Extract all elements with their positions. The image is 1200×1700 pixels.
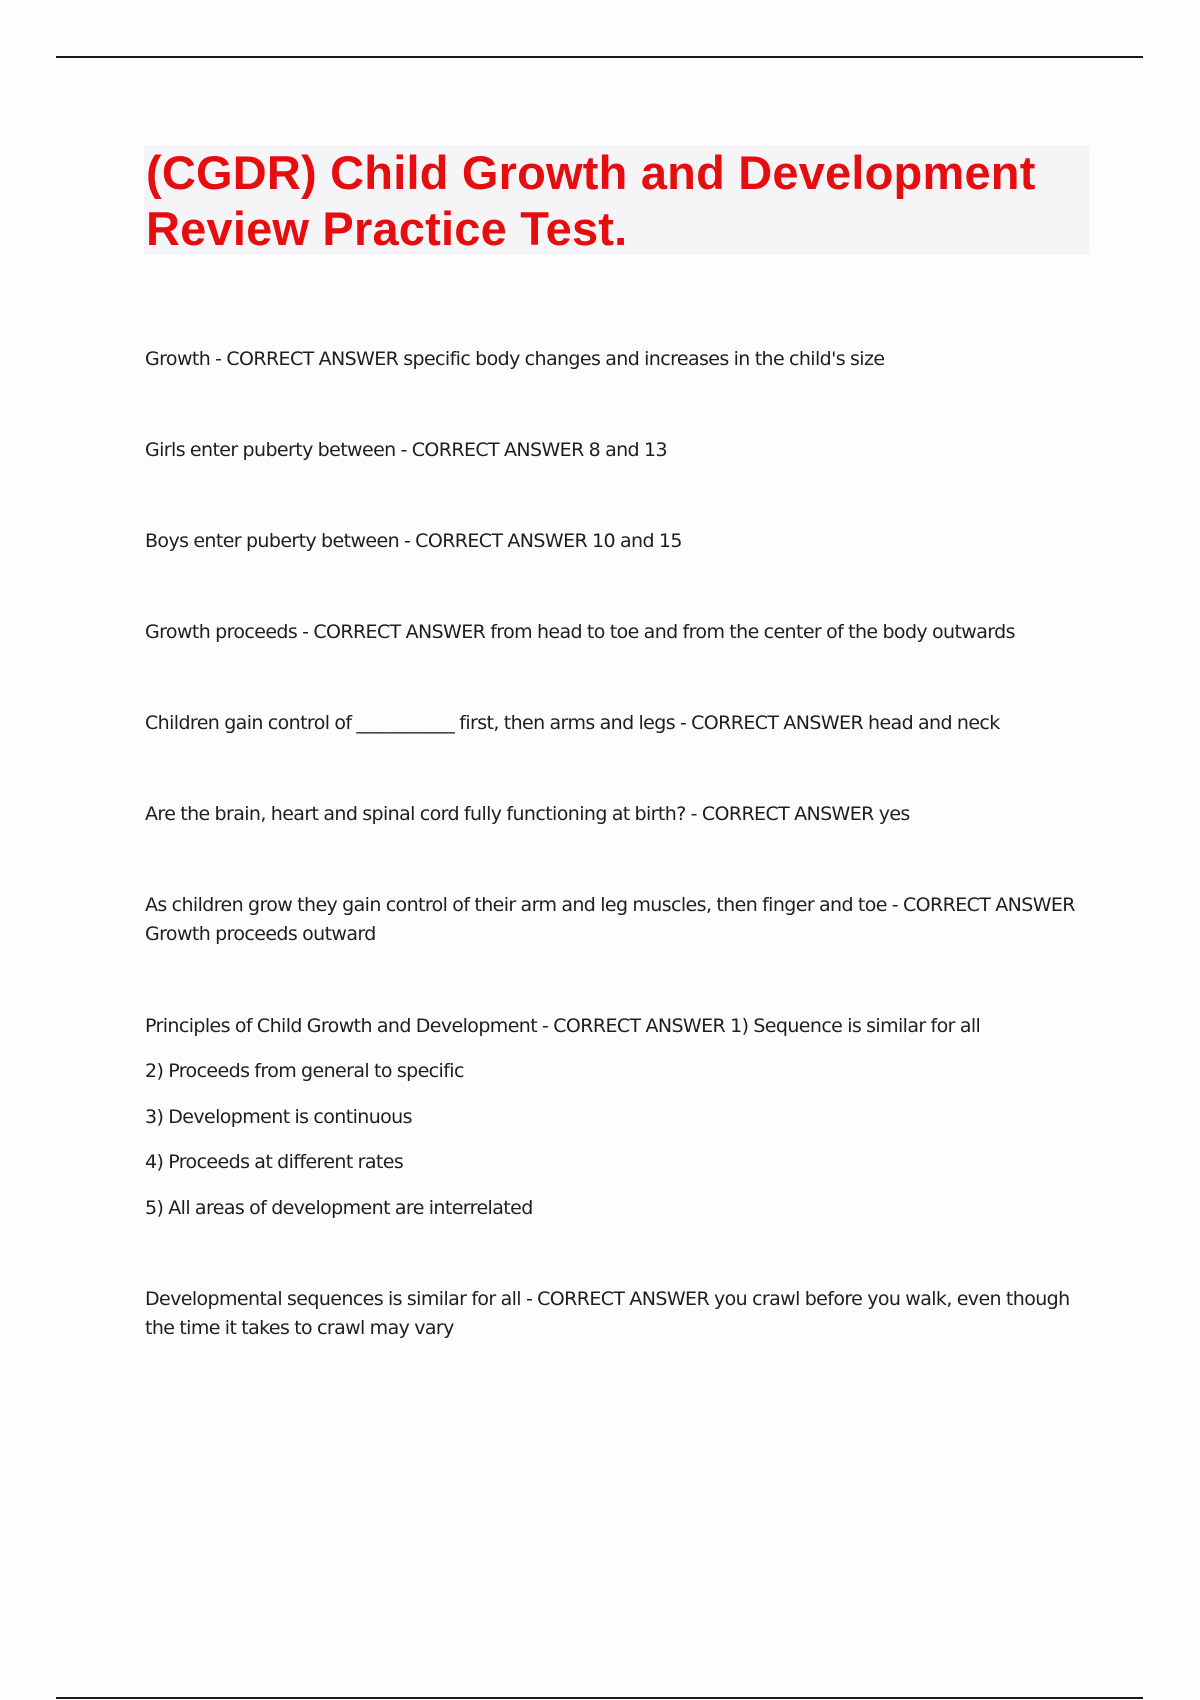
answer: 8 and 13 — [588, 439, 667, 461]
separator: - — [537, 1015, 554, 1037]
answer: 1) Sequence is similar for all — [730, 1015, 981, 1037]
question: Girls enter puberty between — [145, 439, 396, 461]
separator: - — [886, 894, 903, 916]
separator: - — [675, 712, 692, 734]
separator: - — [297, 621, 314, 643]
answer-label: CORRECT ANSWER — [903, 894, 1075, 916]
top-rule — [56, 56, 1143, 58]
principle-4: 4) Proceeds at different rates — [145, 1151, 404, 1173]
separator: - — [521, 1288, 538, 1310]
question: Boys enter puberty between — [145, 530, 400, 552]
answer: you crawl before you walk, even though the time it takes to crawl may vary — [145, 1288, 1070, 1339]
qa-item-gain-control — [145, 709, 1090, 738]
title-block — [144, 145, 1089, 255]
document-title — [144, 145, 1089, 257]
qa-item-growth — [145, 345, 1090, 374]
separator: - — [399, 530, 416, 552]
answer: specific body changes and increases in the child's size — [403, 348, 885, 370]
qa-item-developmental-sequences — [145, 1285, 1090, 1343]
answer: yes — [878, 803, 910, 825]
qa-item-muscle-control — [145, 891, 1090, 949]
answer-label: CORRECT ANSWER — [226, 348, 399, 370]
answer-label: CORRECT ANSWER — [313, 621, 486, 643]
bottom-rule — [56, 1697, 1143, 1699]
answer-label: CORRECT ANSWER — [553, 1015, 726, 1037]
question: Developmental sequences is similar for all — [145, 1288, 521, 1310]
title-line-1: (CGDR) Child Growth and Development — [146, 146, 1036, 199]
principle-2: 2) Proceeds from general to specific — [145, 1060, 464, 1082]
title-line-2: Review Practice Test. — [146, 202, 628, 255]
answer-label: CORRECT ANSWER — [701, 803, 874, 825]
question: Are the brain, heart and spinal cord fully functioning at birth? — [145, 803, 686, 825]
answer: Growth proceeds outward — [145, 923, 376, 945]
qa-item-principles — [145, 1012, 1090, 1041]
principle-5: 5) All areas of development are interrelated — [145, 1197, 533, 1219]
separator: - — [685, 803, 702, 825]
answer-label: CORRECT ANSWER — [537, 1288, 710, 1310]
separator: - — [210, 348, 227, 370]
question: Growth — [145, 348, 211, 370]
answer-label: CORRECT ANSWER — [691, 712, 864, 734]
qa-item-girls-puberty — [145, 436, 1090, 465]
qa-item-growth-proceeds — [145, 618, 1090, 647]
qa-item-boys-puberty — [145, 527, 1090, 556]
answer: head and neck — [868, 712, 1000, 734]
principle-3: 3) Development is continuous — [145, 1106, 412, 1128]
answer: from head to toe and from the center of the body outwards — [490, 621, 1015, 643]
question: Children gain control of ___________ first, then arms and legs — [145, 712, 675, 734]
answer-label: CORRECT ANSWER — [415, 530, 588, 552]
question: As children grow they gain control of their arm and leg muscles, then finger and toe — [145, 894, 887, 916]
question: Growth proceeds — [145, 621, 298, 643]
answer: 10 and 15 — [592, 530, 682, 552]
question: Principles of Child Growth and Development — [145, 1015, 538, 1037]
separator: - — [395, 439, 412, 461]
qa-item-brain-heart — [145, 800, 1090, 829]
answer-label: CORRECT ANSWER — [411, 439, 584, 461]
